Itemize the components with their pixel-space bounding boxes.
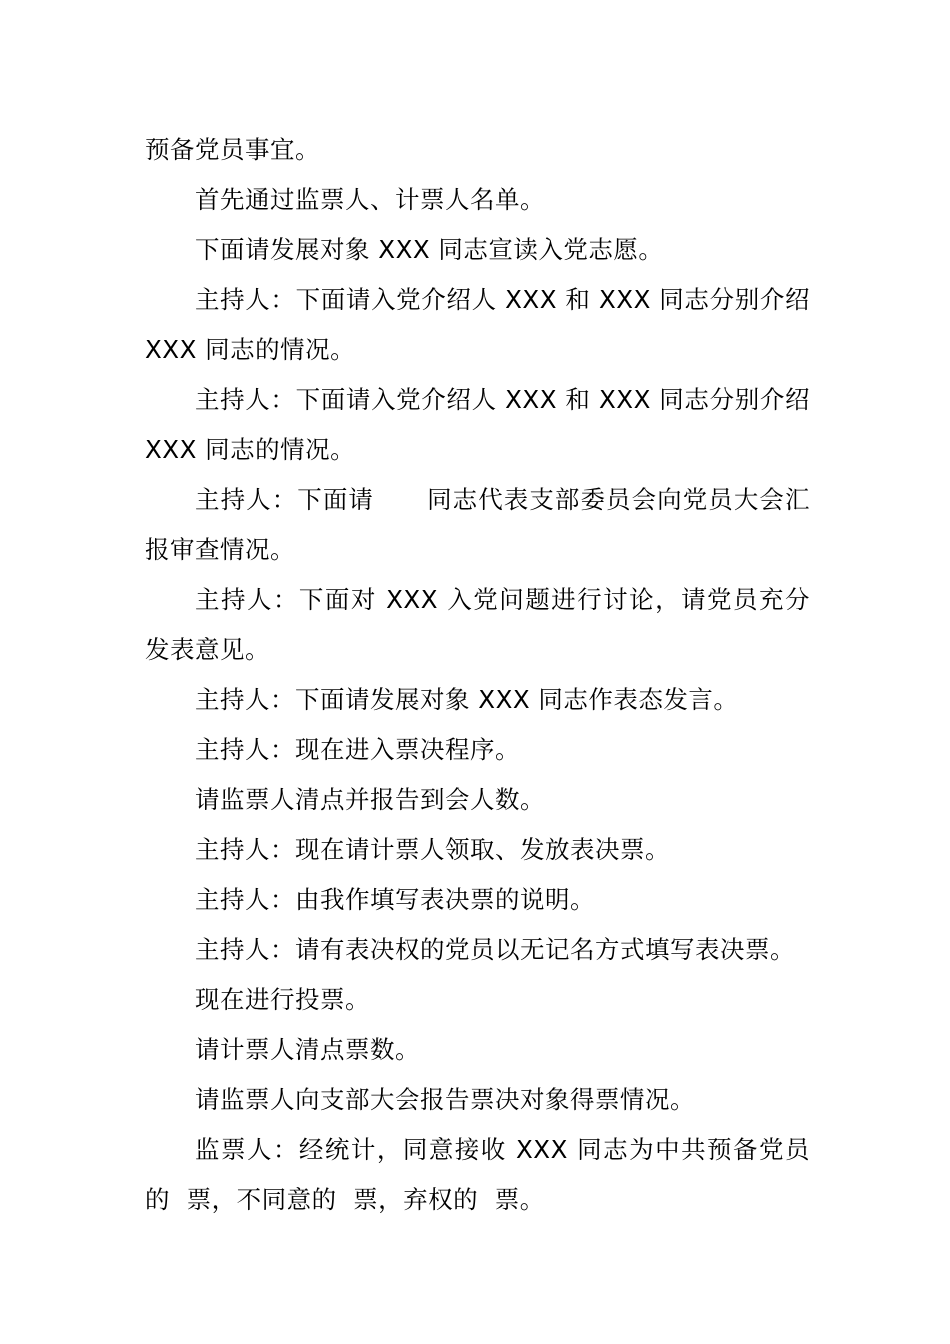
paragraph: 请监票人清点并报告到会人数。 [195,785,545,814]
paragraph: 主持人：下面请入党介绍人 XXX 和 XXX 同志分别介绍 XXX 同志的情况。 [145,385,819,464]
paragraph: 主持人：下面请 同志代表支部委员会向党员大会汇报审查情况。 [145,485,810,564]
paragraph: 预备党员事宜。 [145,135,320,164]
document-body [145,125,819,1225]
paragraph: 主持人：下面请入党介绍人 XXX 和 XXX 同志分别介绍 XXX 同志的情况。 [145,285,819,364]
paragraph: 请监票人向支部大会报告票决对象得票情况。 [195,1085,695,1114]
paragraph: 主持人：请有表决权的党员以无记名方式填写表决票。 [195,935,795,964]
paragraph: 主持人：现在进入票决程序。 [195,735,520,764]
paragraph: 现在进行投票。 [195,985,370,1014]
paragraph: 监票人：经统计，同意接收 XXX 同志为中共预备党员的 票，不同意的 票，弃权的 票。 [145,1135,810,1214]
paragraph: 主持人：由我作填写表决票的说明。 [195,885,595,914]
paragraph: 主持人：下面对 XXX 入党问题进行讨论，请党员充分发表意见。 [145,585,810,664]
paragraph: 请计票人清点票数。 [195,1035,420,1064]
paragraph: 主持人：下面请发展对象 XXX 同志作表态发言。 [195,685,739,714]
paragraph: 首先通过监票人、计票人名单。 [195,185,545,214]
paragraph: 下面请发展对象 XXX 同志宣读入党志愿。 [195,235,664,264]
paragraph: 主持人：现在请计票人领取、发放表决票。 [195,835,670,864]
